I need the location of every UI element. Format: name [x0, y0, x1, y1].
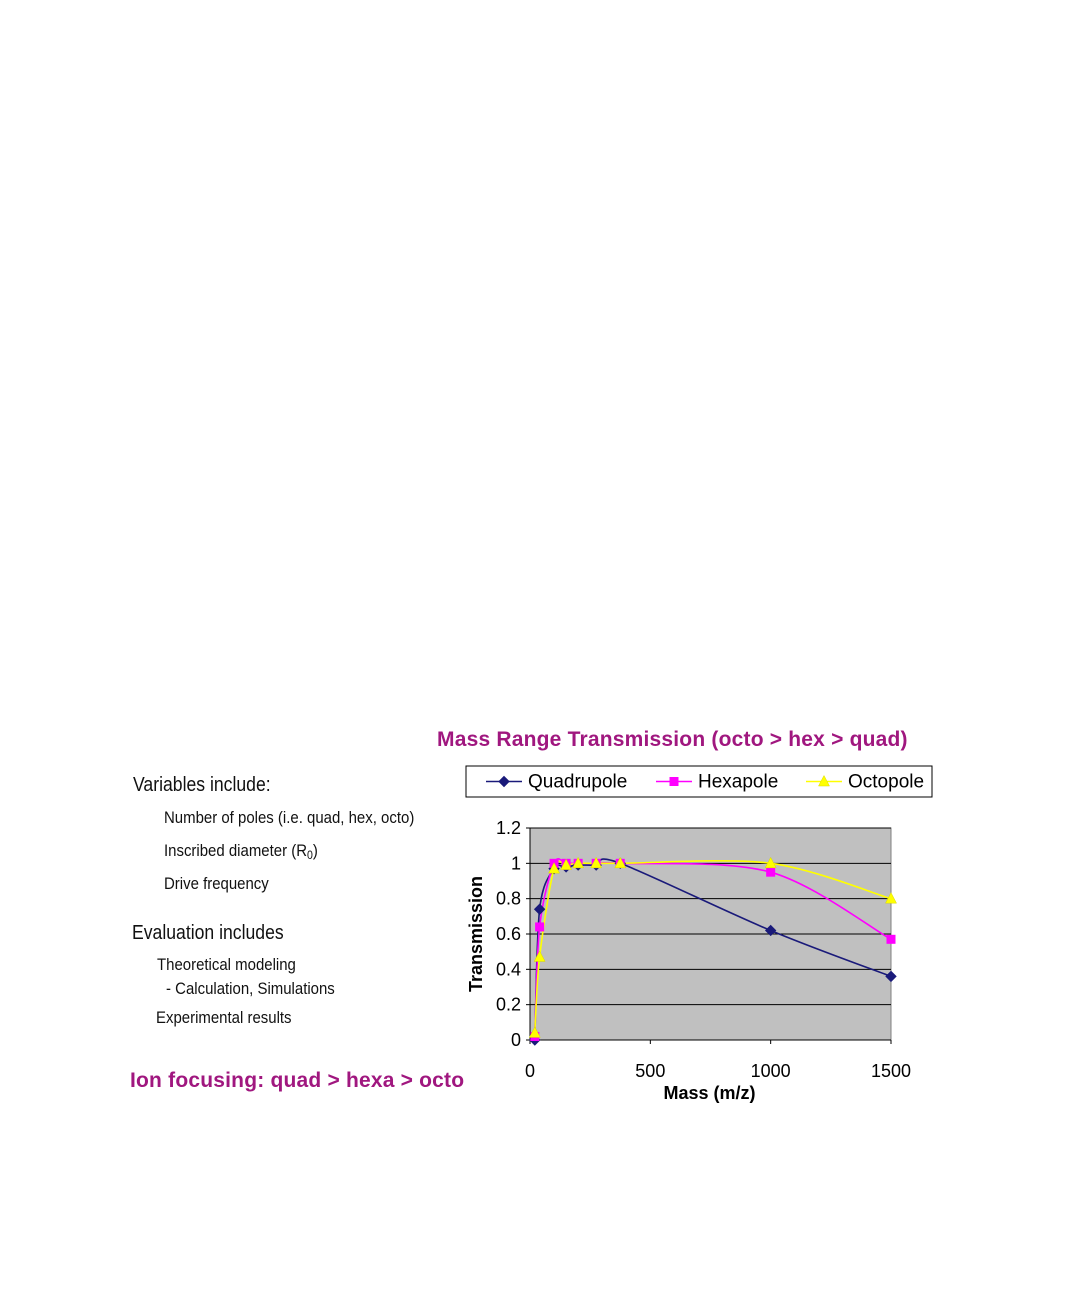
y-tick-label: 0.4 — [495, 959, 521, 980]
y-tick-label: 1 — [510, 853, 521, 874]
x-tick-label: 1500 — [870, 1061, 912, 1081]
ion-focusing-note: Ion focusing: quad > hexa > octo — [130, 1069, 465, 1092]
chart-title: Mass Range Transmission (octo > hex > quad) — [437, 728, 908, 751]
evaluation-experimental: Experimental results — [156, 1008, 292, 1027]
variable-poles: Number of poles (i.e. quad, hex, octo) — [164, 808, 415, 827]
variables-panel — [130, 770, 470, 1070]
x-axis-label: Mass (m/z) — [663, 1083, 756, 1103]
variable-frequency: Drive frequency — [164, 874, 269, 893]
legend-label-octopole: Octopole — [848, 771, 925, 793]
variable-diameter — [164, 841, 318, 862]
legend-label-hexapole: Hexapole — [698, 771, 779, 793]
data-point-hexapole — [887, 935, 896, 944]
variable-diameter-prefix: Inscribed diameter (R — [164, 841, 308, 860]
y-axis-label: Transmission — [466, 875, 486, 993]
y-tick-label: 1.2 — [495, 818, 521, 838]
y-tick-label: 0 — [510, 1030, 521, 1050]
x-tick-label: 1000 — [750, 1061, 791, 1081]
y-tick-label: 0.6 — [495, 924, 521, 944]
y-tick-label: 0.8 — [495, 888, 521, 909]
y-tick-label: 0.2 — [495, 994, 521, 1015]
variables-heading: Variables include: — [133, 774, 271, 796]
variable-diameter-sub: 0 — [307, 848, 313, 862]
evaluation-heading: Evaluation includes — [132, 922, 284, 944]
transmission-chart — [455, 760, 935, 1110]
data-point-hexapole — [766, 868, 775, 877]
x-tick-label: 500 — [635, 1061, 666, 1081]
evaluation-calculation: - Calculation, Simulations — [166, 979, 335, 998]
legend-marker-hexapole — [670, 777, 679, 786]
variable-diameter-suffix: ) — [312, 841, 318, 860]
legend-label-quadrupole: Quadrupole — [528, 771, 628, 793]
evaluation-theoretical: Theoretical modeling — [157, 955, 296, 974]
data-point-hexapole — [535, 922, 544, 931]
x-tick-label: 0 — [524, 1061, 536, 1081]
